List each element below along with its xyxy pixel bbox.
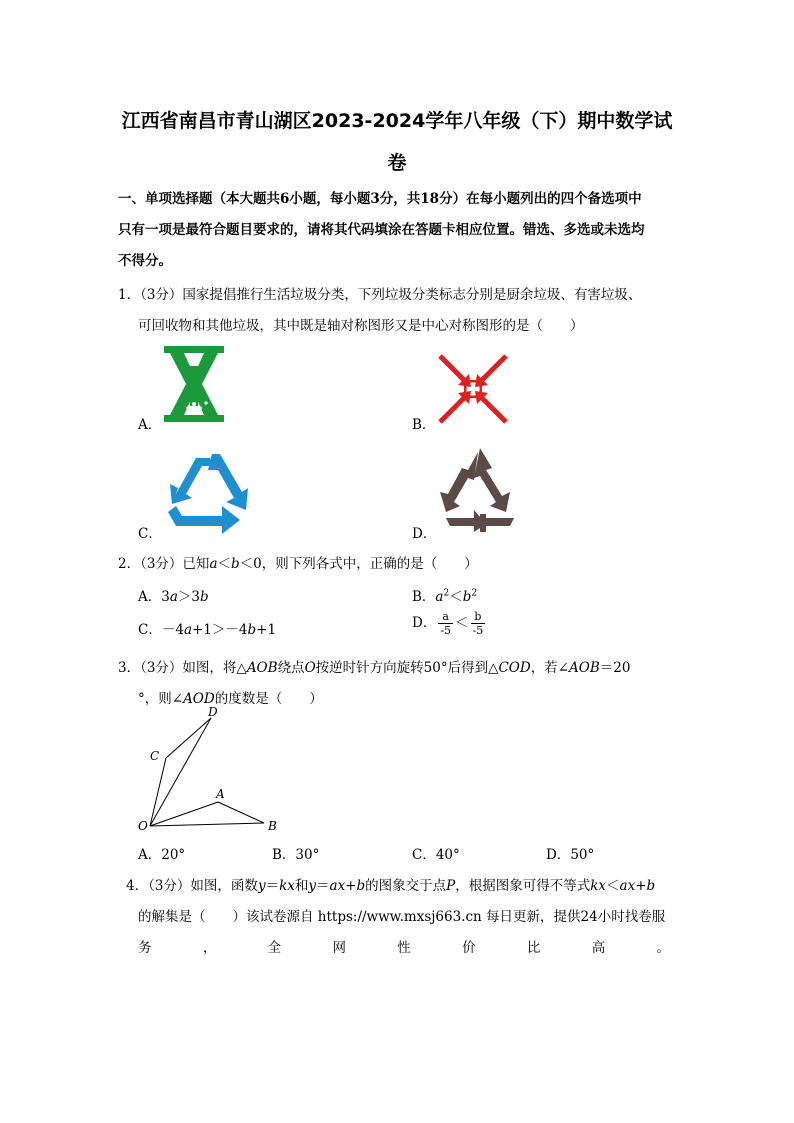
q2-option-d-label: D．	[412, 615, 437, 631]
exam-title-line2: 卷	[387, 152, 407, 174]
q3-mid2: 按逆时针方向旋转50°后得到△	[315, 660, 499, 676]
q4-char: 全	[267, 940, 282, 956]
q4-f1a: y	[257, 878, 266, 894]
q3-stem-line1	[118, 656, 630, 676]
q4-char: 比	[526, 940, 541, 956]
q2-d-num2: b	[471, 610, 486, 624]
q2-d-den2: -5	[472, 624, 484, 637]
q2-option-d	[412, 610, 487, 637]
section1-instructions-line1: 一、单项选择题（本大题共6小题，每小题3分，共18分）在每小题列出的四个备选项中	[118, 191, 642, 207]
q2-stem	[118, 552, 478, 572]
q4-char: ，	[202, 940, 217, 956]
q2-option-b	[412, 585, 477, 605]
q4-char: 务	[138, 940, 152, 956]
q4-f2a: y	[308, 878, 317, 894]
q4-f2b: ＝	[316, 878, 330, 894]
recyclable-icon	[162, 450, 254, 530]
section1-instructions-line3: 不得分。	[118, 253, 172, 269]
section1-instructions-line2: 只有一项是最符合题目要求的，请将其代码填涂在答题卡相应位置。错选、多选或未选均	[118, 222, 645, 238]
kitchen-waste-icon	[164, 346, 224, 422]
q4-ineq1: kx	[590, 878, 607, 894]
q2-var-a: a	[209, 556, 218, 572]
q2-c-part2: +1＞－4	[192, 622, 248, 638]
q2-b-base2: b	[462, 589, 472, 605]
q2-option-b-label: B．	[412, 589, 436, 605]
q4-f1b: ＝	[265, 878, 280, 894]
q2-lt1: ＜	[217, 556, 231, 572]
q2-b-base1: a	[435, 589, 444, 605]
q2-option-c	[138, 618, 276, 638]
q3-label-o: O	[138, 819, 148, 833]
q3-line2a: °，则∠	[138, 691, 184, 707]
q3-tri2: COD	[498, 660, 531, 676]
q3-option-d: D．50°	[546, 847, 595, 863]
q3-mid1: 绕点	[277, 660, 305, 676]
q1-option-b-label: B．	[412, 417, 436, 433]
q2-c-part3: +1	[256, 622, 277, 638]
q4-pre: 4．（3分）如图，函数	[126, 878, 258, 894]
q2-c-var2: b	[247, 622, 257, 638]
q3-end1: ＝20	[599, 660, 631, 676]
q3-label-c: C	[150, 749, 160, 763]
q4-char: 价	[462, 940, 476, 956]
q3-label-a: A	[216, 787, 225, 801]
q2-a-lhs-var: a	[169, 589, 178, 605]
q2-d-fraction2	[471, 610, 486, 637]
q4-stem-line3	[138, 936, 670, 956]
q1-stem-line2: 可回收物和其他垃圾，其中既是轴对称图形又是中心对称图形的是（ ）	[138, 318, 584, 334]
q2-a-lhs-num: 3	[161, 589, 170, 605]
q2-c-var1: a	[183, 622, 192, 638]
q2-b-exp1: 2	[443, 588, 450, 599]
q4-stem-line2: 的解集是（ ）该试卷源自 https://www.mxsj663.cn 每日更新，提供24小时找卷服	[138, 909, 666, 925]
q4-char: 。	[656, 940, 670, 956]
q4-char: 性	[397, 940, 411, 956]
exam-title-line1: 江西省南昌市青山湖区2023-2024学年八年级（下）期中数学试	[121, 110, 673, 132]
q2-stem-prefix: 2．（3分）已知	[118, 556, 210, 572]
q1-option-a-label: A．	[138, 417, 162, 433]
q4-and: 和	[294, 878, 309, 894]
q2-option-c-label: C．	[138, 622, 162, 638]
q2-a-op: ＞	[177, 589, 192, 605]
q2-d-num1: a	[438, 610, 453, 624]
q3-line2b: 的度数是（ ）	[214, 691, 323, 707]
q3-stem-line2	[138, 687, 323, 707]
q2-b-op: ＜	[449, 589, 463, 605]
q2-d-fraction1	[438, 610, 453, 637]
q3-pt: O	[304, 660, 316, 676]
q2-option-a-label: A．	[138, 589, 162, 605]
q3-option-b: B．30°	[272, 847, 320, 863]
q3-label-d: D	[208, 705, 218, 719]
q3-tri1: AOB	[246, 660, 278, 676]
q3-ang2: AOD	[183, 691, 215, 707]
q3-mid3: ，若∠	[530, 660, 569, 676]
q1-option-c-label: C．	[138, 526, 162, 542]
q3-label-b: B	[268, 819, 277, 833]
q4-ineq-op: ＜	[606, 878, 620, 894]
q2-d-op: ＜	[455, 615, 469, 631]
q2-option-a	[138, 585, 209, 605]
q4-char: 网	[332, 940, 346, 956]
q3-option-c: C．40°	[412, 847, 460, 863]
q4-mid2: ，根据图象可得不等式	[455, 878, 591, 894]
q4-stem-line1	[126, 874, 655, 894]
q4-f2c: ax+b	[329, 878, 366, 894]
q4-f1c: kx	[279, 878, 295, 894]
q2-b-exp2: 2	[471, 588, 478, 599]
q1-option-d-label: D．	[412, 526, 437, 542]
q4-char: 高	[591, 940, 606, 956]
q1-stem-line1: 1．（3分）国家提倡推行生活垃圾分类，下列垃圾分类标志分别是厨余垃圾、有害垃圾、	[118, 287, 642, 303]
q3-pre: 3．（3分）如图，将△	[118, 660, 247, 676]
q3-rotation-diagram	[130, 706, 290, 836]
q2-d-den1: -5	[440, 624, 452, 637]
q2-c-part1: －4	[161, 622, 184, 638]
q2-a-rhs-num: 3	[191, 589, 200, 605]
other-waste-icon	[440, 448, 520, 532]
hazardous-waste-icon	[438, 354, 508, 424]
q2-var-b: b	[231, 556, 240, 572]
q3-option-a: A．20°	[138, 847, 186, 863]
q2-stem-suffix: ＜0，则下列各式中，正确的是（ ）	[239, 556, 478, 572]
q2-a-rhs-var: b	[200, 589, 209, 605]
q4-p: P	[446, 878, 456, 894]
q4-ineq2: ax+b	[619, 878, 656, 894]
q4-mid: 的图象交于点	[365, 878, 447, 894]
q3-ang1: AOB	[569, 660, 600, 676]
